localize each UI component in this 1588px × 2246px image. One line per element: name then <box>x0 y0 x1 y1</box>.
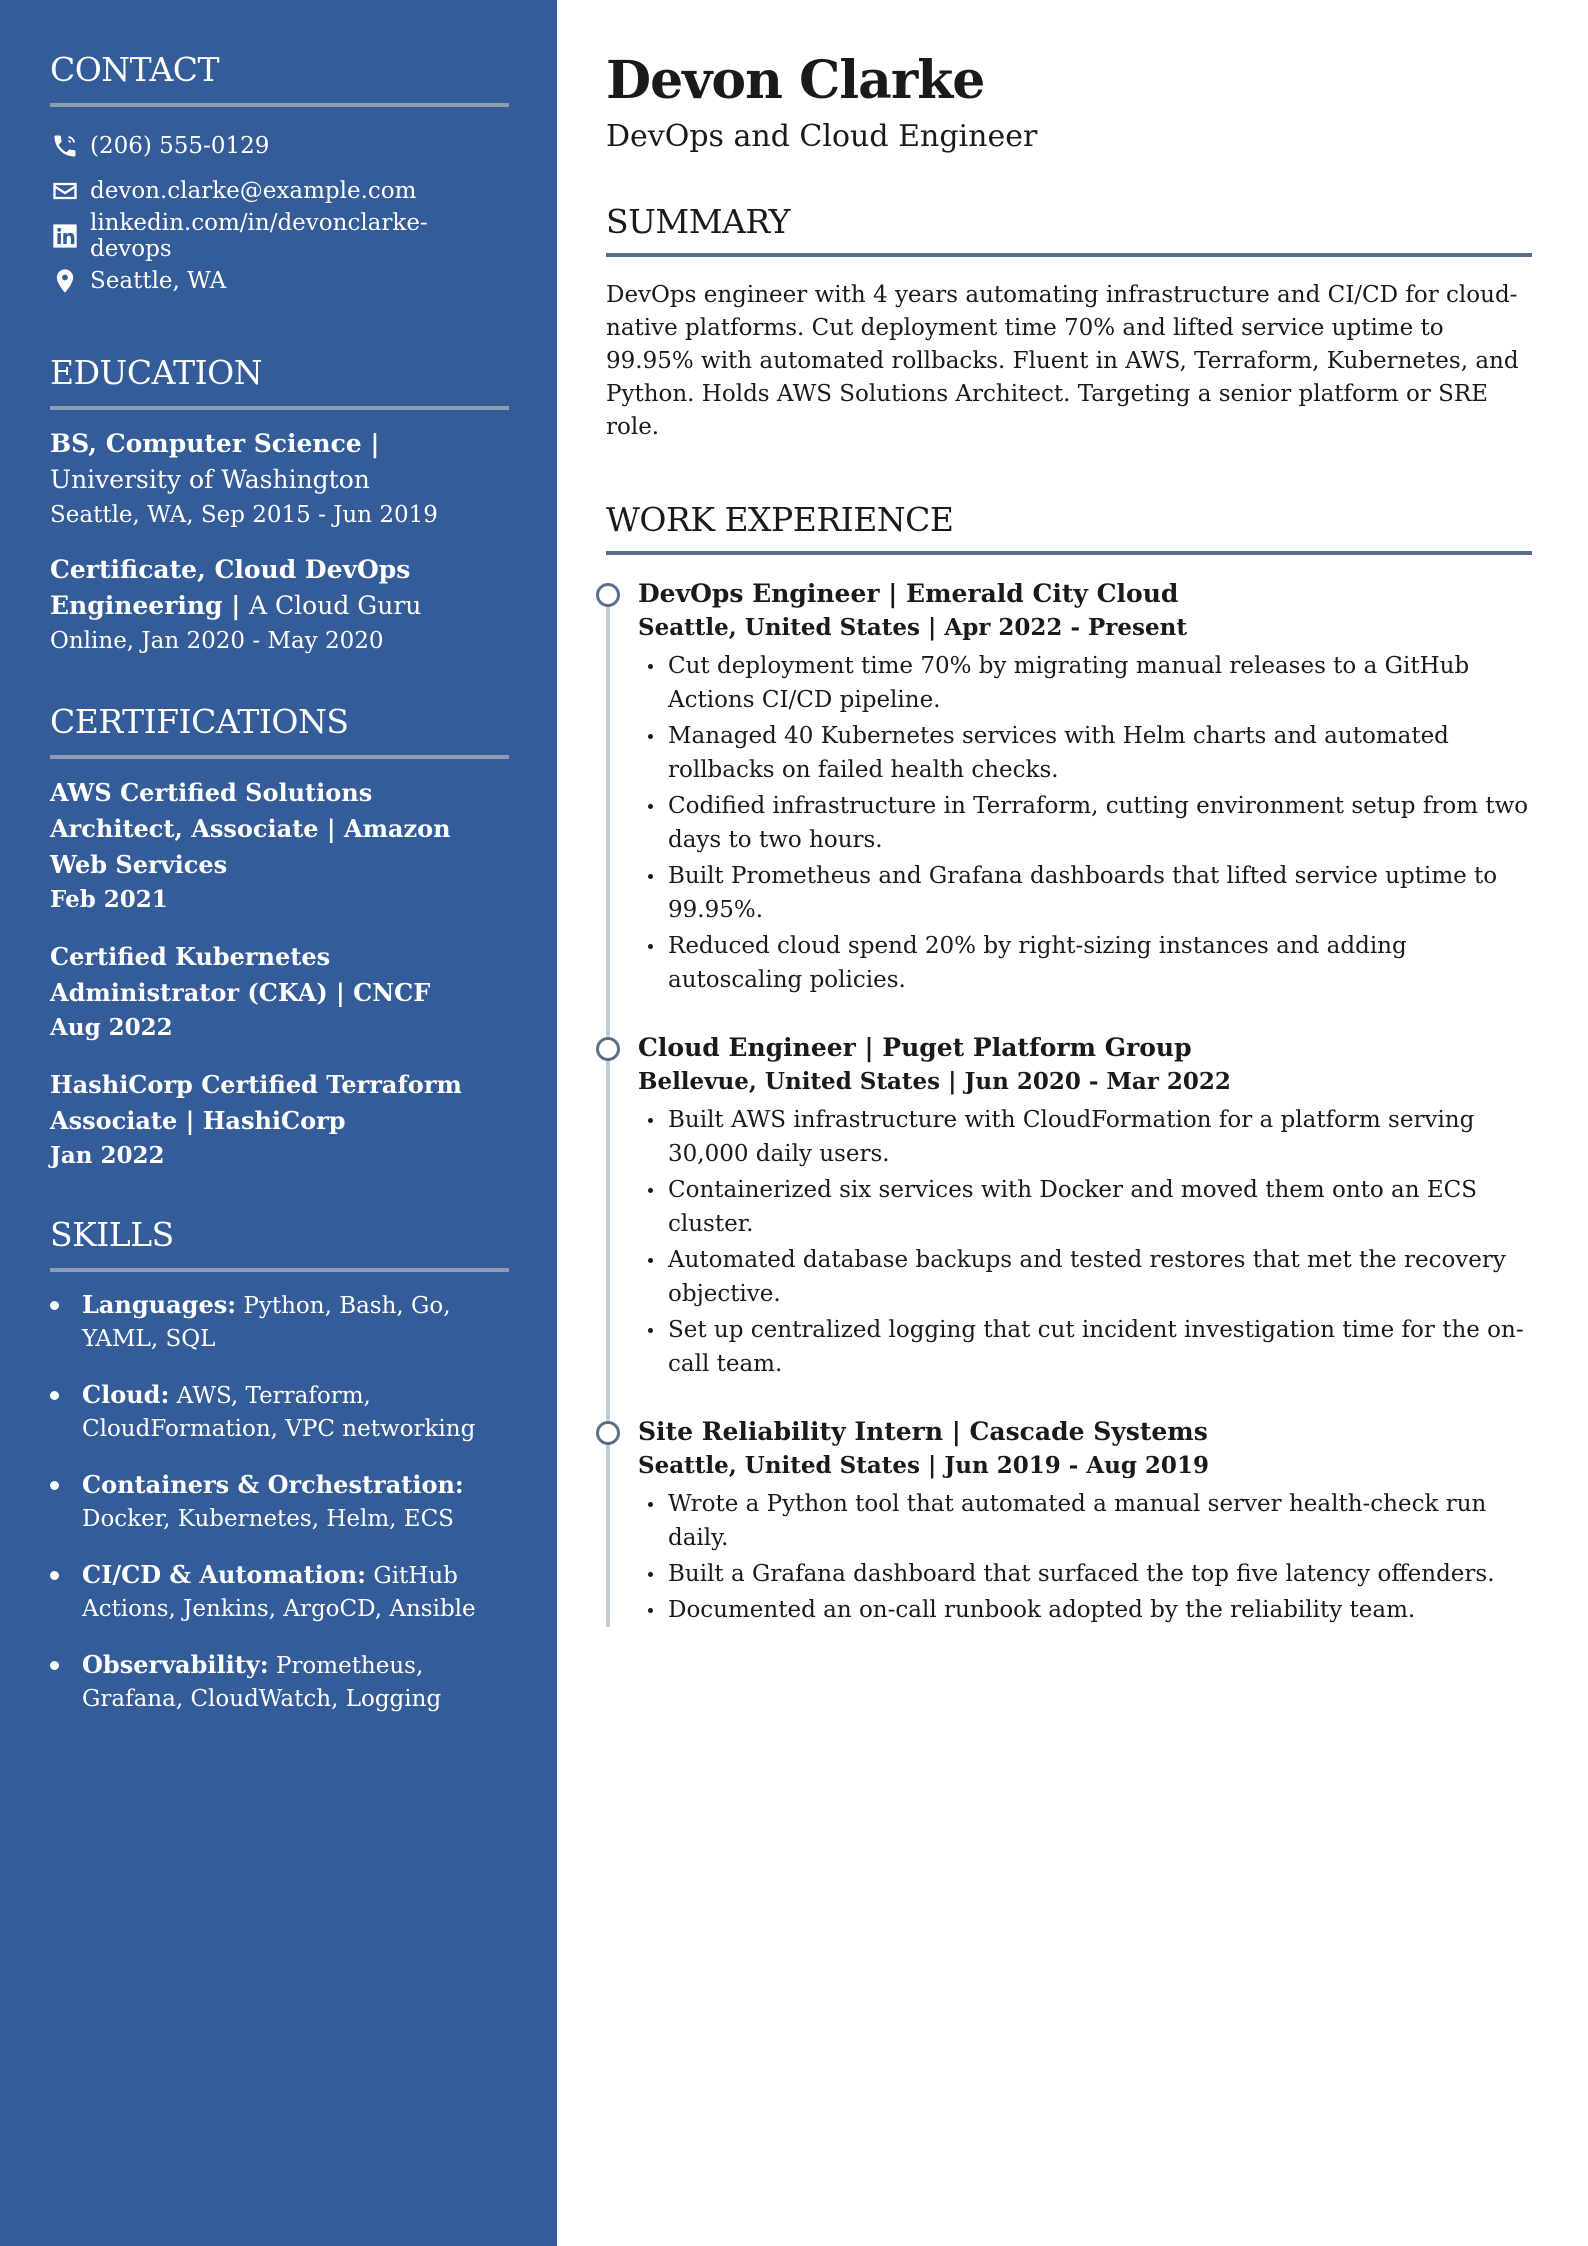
skill-values: AWS, Terraform, CloudFormation, VPC networking <box>82 1383 476 1442</box>
job-meta: Bellevue, United States | Jun 2020 - Mar 2022 <box>638 1068 1231 1095</box>
skill-item <box>50 1378 509 1446</box>
job-bullet: Automated database backups and tested restores that met the recovery objective. <box>638 1243 1546 1311</box>
timeline-dot-icon <box>596 1421 620 1445</box>
education-item <box>50 552 509 658</box>
job-bullet: Cut deployment time 70% by migrating manual releases to a GitHub Actions CI/CD pipeline. <box>638 649 1546 717</box>
job-bullet: Wrote a Python tool that automated a manual server health-check run daily. <box>638 1487 1546 1555</box>
job-bullet: Set up centralized logging that cut incident investigation time for the on-call team. <box>638 1313 1546 1381</box>
work-timeline <box>606 577 1546 1627</box>
skills-heading: SKILLS <box>50 1215 509 1272</box>
certifications-list <box>50 775 509 1173</box>
contact-heading: CONTACT <box>50 50 509 107</box>
job-title: Site Reliability Intern | Cascade Systems <box>638 1417 1208 1446</box>
job-bullet: Containerized six services with Docker and moved them onto an ECS cluster. <box>638 1173 1546 1241</box>
skill-values: GitHub Actions, Jenkins, ArgoCD, Ansible <box>82 1563 476 1622</box>
sidebar <box>0 0 557 2246</box>
phone-text: (206) 555-0129 <box>90 132 270 159</box>
linkedin-icon <box>50 221 80 251</box>
certification-item <box>50 775 509 917</box>
location-pin-icon <box>50 266 80 296</box>
skill-values: Prometheus, Grafana, CloudWatch, Logging <box>82 1653 442 1712</box>
job-bullets <box>638 1103 1546 1381</box>
job-entry <box>638 1031 1546 1381</box>
job-bullet: Built Prometheus and Grafana dashboards that lifted service uptime to 99.95%. <box>638 859 1546 927</box>
certification-date: Jan 2022 <box>50 1142 165 1169</box>
job-title: DevOps Engineer | Emerald City Cloud <box>638 579 1179 608</box>
job-meta: Seattle, United States | Apr 2022 - Present <box>638 614 1187 641</box>
skill-item <box>50 1288 509 1356</box>
skill-values: Python, Bash, Go, YAML, SQL <box>82 1293 451 1352</box>
education-meta: Online, Jan 2020 - May 2020 <box>50 628 384 654</box>
education-school: A Cloud Guru <box>249 591 422 620</box>
contact-phone[interactable] <box>50 123 509 168</box>
contact-list <box>50 123 509 303</box>
skill-category: CI/CD & Automation: <box>82 1560 367 1589</box>
education-degree: BS, Computer Science <box>50 429 362 458</box>
education-separator: | <box>361 429 380 458</box>
email-text: devon.clarke@example.com <box>90 177 417 204</box>
job-title: Cloud Engineer | Puget Platform Group <box>638 1033 1192 1062</box>
education-degree: Certificate, Cloud DevOps Engineering <box>50 555 411 620</box>
skill-item <box>50 1468 509 1536</box>
education-meta: Seattle, WA, Sep 2015 - Jun 2019 <box>50 502 438 528</box>
job-bullet: Built a Grafana dashboard that surfaced the top five latency offenders. <box>638 1557 1546 1591</box>
job-bullet: Built AWS infrastructure with CloudFormation for a platform serving 30,000 daily users. <box>638 1103 1546 1171</box>
certification-name: AWS Certified Solutions Architect, Associate | Amazon Web Services <box>50 778 451 879</box>
linkedin-text: linkedin.com/in/devonclarke-devops <box>89 209 428 262</box>
timeline-dot-icon <box>596 583 620 607</box>
job-entry <box>638 1415 1546 1627</box>
contact-location <box>50 258 509 303</box>
main-content <box>606 0 1546 1629</box>
contact-linkedin[interactable] <box>50 209 509 262</box>
education-list <box>50 426 509 658</box>
job-bullets <box>638 1487 1546 1627</box>
timeline-dot-icon <box>596 1037 620 1061</box>
location-text: Seattle, WA <box>90 267 227 294</box>
education-heading: EDUCATION <box>50 353 509 410</box>
skills-list <box>50 1288 509 1716</box>
certification-date: Aug 2022 <box>50 1014 173 1041</box>
phone-icon <box>50 131 80 161</box>
mail-icon <box>50 176 80 206</box>
skill-category: Cloud: <box>82 1380 170 1409</box>
certification-date: Feb 2021 <box>50 886 168 913</box>
work-heading: WORK EXPERIENCE <box>606 500 1532 555</box>
skill-category: Languages: <box>82 1290 237 1319</box>
summary-heading: SUMMARY <box>606 202 1532 257</box>
job-bullet: Documented an on-call runbook adopted by the reliability team. <box>638 1593 1546 1627</box>
contact-email[interactable] <box>50 168 509 213</box>
skill-category: Observability: <box>82 1650 269 1679</box>
skill-item <box>50 1648 509 1716</box>
skill-category: Containers & Orchestration: <box>82 1470 464 1499</box>
certification-name: Certified Kubernetes Administrator (CKA) | CNCF <box>50 942 431 1007</box>
job-bullet: Reduced cloud spend 20% by right-sizing instances and adding autoscaling policies. <box>638 929 1546 997</box>
certifications-heading: CERTIFICATIONS <box>50 702 509 759</box>
skill-item <box>50 1558 509 1626</box>
candidate-role: DevOps and Cloud Engineer <box>606 119 1038 154</box>
education-separator: | <box>222 591 250 620</box>
skill-values: Docker, Kubernetes, Helm, ECS <box>82 1506 454 1532</box>
job-bullet: Codified infrastructure in Terraform, cutting environment setup from two days to two hours. <box>638 789 1546 857</box>
candidate-name: Devon Clarke <box>606 50 985 111</box>
summary-text: DevOps engineer with 4 years automating infrastructure and CI/CD for cloud-native platforms. Cut deployment time 70% and lifted service uptime to 99.95% with automated rollbacks. Fluent in AWS, Terraform, Kubernetes, and Python. Holds AWS Solutions Architect. Targeting a senior platform or SRE role. <box>606 282 1519 440</box>
job-bullets <box>638 649 1546 997</box>
certification-name: HashiCorp Certified Terraform Associate | HashiCorp <box>50 1070 462 1135</box>
job-meta: Seattle, United States | Jun 2019 - Aug 2019 <box>638 1452 1209 1479</box>
certification-item <box>50 1067 509 1173</box>
education-item <box>50 426 509 532</box>
certification-item <box>50 939 509 1045</box>
job-entry <box>638 577 1546 997</box>
job-bullet: Managed 40 Kubernetes services with Helm charts and automated rollbacks on failed health checks. <box>638 719 1546 787</box>
education-school: University of Washington <box>50 465 370 494</box>
